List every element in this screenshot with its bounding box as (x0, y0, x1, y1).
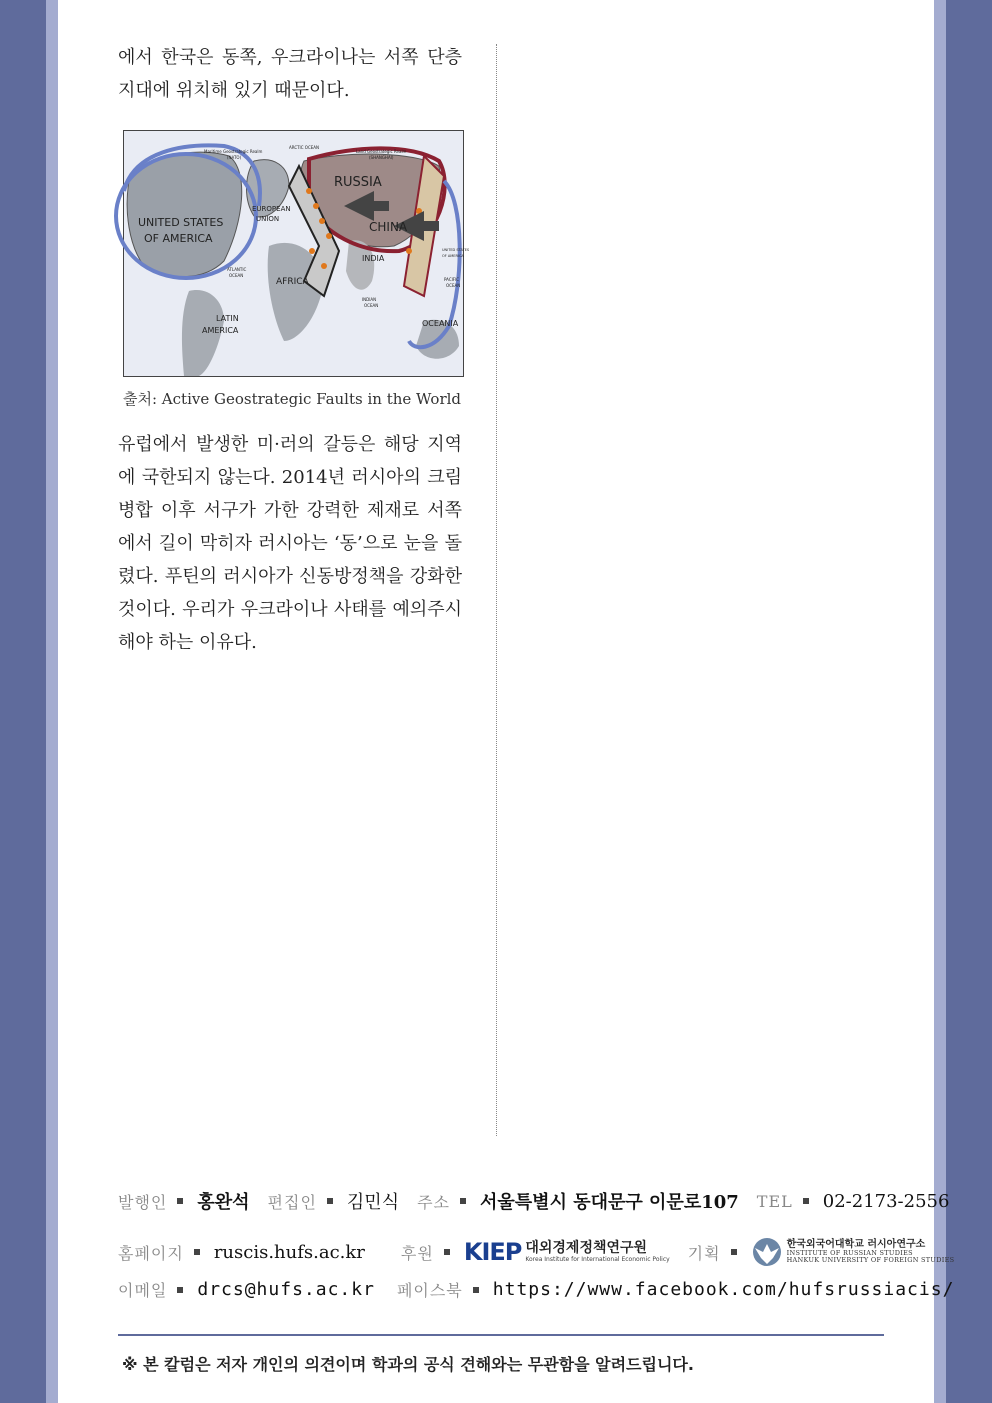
svg-text:Maritime Geostrategic Realm: Maritime Geostrategic Realm (204, 149, 263, 154)
paragraph-text: 유럽에서 발생한 미·러의 갈등은 해당 지역에 국한되지 않는다. 2014년 러시아의 크림병합 이후 서구가 가한 강력한 제재로 서쪽에서 길이 막히자 러시아는 ‘동’으로 눈을 돌렸다. 푸틴의 러시아가 신동방정책을 강화한 것이다. 우리가 우크라이나 사태를 예의주시해야 하는 이유다. (118, 434, 462, 653)
left-border-light (46, 0, 58, 1403)
column-divider (496, 44, 497, 1136)
footer-row-homepage (118, 1236, 954, 1268)
svg-text:EUROPEAN: EUROPEAN (252, 205, 291, 213)
svg-text:(SHANGHAI): (SHANGHAI) (369, 155, 394, 160)
left-border-dark (0, 0, 46, 1403)
kiep-name-korean: 대외경제정책연구원 (525, 1240, 648, 1256)
svg-text:RUSSIA: RUSSIA (334, 175, 382, 190)
kiep-name-english: Korea Institute for International Economic Policy (525, 1256, 670, 1263)
editor-label: 편집인 (267, 1192, 317, 1212)
svg-text:OCEAN: OCEAN (364, 303, 379, 308)
footer-row-email (118, 1278, 954, 1301)
footer-rule (118, 1334, 884, 1336)
svg-text:OCEAN: OCEAN (229, 273, 244, 278)
publisher-label: 발행인 (118, 1192, 168, 1212)
bullet-square-icon (444, 1249, 450, 1255)
email-label: 이메일 (118, 1281, 168, 1300)
svg-text:AFRICA: AFRICA (276, 277, 309, 287)
svg-text:(NATO): (NATO) (227, 155, 242, 160)
svg-text:OF AMERICA: OF AMERICA (144, 232, 213, 245)
address-value: 서울특별시 동대문구 이문로107 (480, 1192, 739, 1213)
irs-logo (751, 1236, 955, 1268)
footer-row-publisher (118, 1188, 949, 1214)
svg-text:OCEANIA: OCEANIA (422, 319, 459, 328)
figure-caption: 출처: Active Geostrategic Faults in the World (123, 390, 462, 408)
irs-name-english-1: INSTITUTE OF RUSSIAN STUDIES (786, 1249, 913, 1258)
kiep-logo-mark: KIEP (463, 1238, 522, 1266)
kiep-logo (464, 1238, 670, 1266)
body-paragraph-2 (118, 428, 462, 659)
homepage-label: 홈페이지 (118, 1243, 184, 1263)
plan-label: 기획 (687, 1243, 721, 1263)
address-label: 주소 (417, 1192, 451, 1212)
geostrategic-map-figure (123, 130, 470, 377)
bullet-square-icon (460, 1198, 466, 1204)
bullet-square-icon (177, 1198, 183, 1204)
bullet-square-icon (803, 1198, 809, 1204)
facebook-label: 페이스북 (396, 1281, 463, 1300)
svg-text:INDIAN: INDIAN (362, 297, 377, 302)
body-paragraph-1 (118, 41, 462, 107)
svg-text:AMERICA: AMERICA (202, 326, 239, 335)
bullet-square-icon (327, 1198, 333, 1204)
svg-text:ATLANTIC: ATLANTIC (227, 267, 247, 272)
editor-name: 김민식 (346, 1192, 400, 1213)
svg-text:LATIN: LATIN (216, 314, 239, 323)
irs-name-korean: 한국외국어대학교 러시아연구소 (786, 1238, 926, 1250)
publisher-name: 홍완석 (197, 1192, 250, 1213)
svg-text:UNITED STATES: UNITED STATES (138, 216, 224, 229)
svg-text:UNITED STATES: UNITED STATES (442, 248, 470, 252)
right-border-dark (946, 0, 992, 1403)
svg-text:INDIA: INDIA (362, 254, 385, 263)
email-link[interactable]: drcs@hufs.ac.kr (197, 1279, 375, 1300)
irs-name-english-2: HANKUK UNIVERSITY OF FOREIGN STUDIES (786, 1256, 955, 1265)
eagle-emblem-icon (751, 1236, 783, 1268)
svg-text:OCEAN: OCEAN (446, 283, 461, 288)
bullet-square-icon (177, 1287, 183, 1293)
paragraph-text: 에서 한국은 동쪽, 우크라이나는 서쪽 단층 지대에 위치해 있기 때문이다. (118, 47, 462, 101)
svg-text:PACIFIC: PACIFIC (444, 277, 460, 282)
svg-text:CHINA: CHINA (369, 220, 408, 234)
tel-value: 02-2173-2556 (822, 1190, 950, 1212)
sponsor-label: 후원 (400, 1243, 434, 1263)
svg-text:ARCTIC OCEAN: ARCTIC OCEAN (289, 145, 319, 150)
svg-text:UNION: UNION (256, 215, 280, 223)
tel-label: TEL (756, 1191, 793, 1211)
disclaimer-notice: ※ 본 칼럼은 저자 개인의 의견이며 학과의 공식 견해와는 무관함을 알려드립니다. (122, 1355, 694, 1374)
bullet-square-icon (731, 1249, 737, 1255)
svg-text:OF AMERICA: OF AMERICA (442, 254, 464, 258)
svg-text:Land Geostrategic Realm: Land Geostrategic Realm (356, 149, 407, 154)
homepage-link[interactable]: ruscis.hufs.ac.kr (213, 1241, 365, 1263)
world-map-image (124, 131, 470, 376)
facebook-link[interactable]: https://www.facebook.com/hufsrussiacis/ (492, 1279, 955, 1300)
bullet-square-icon (194, 1249, 200, 1255)
bullet-square-icon (473, 1287, 479, 1293)
